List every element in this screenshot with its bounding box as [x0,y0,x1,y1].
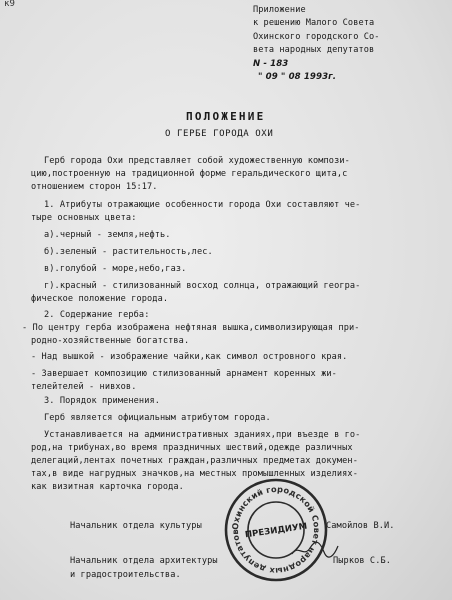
stamp-center-text: ПРЕЗИДИУМ [244,521,308,541]
official-seal [222,476,330,584]
corner-handwritten-mark: к9 [4,0,16,9]
body-line-19: Устанавливается на административных зданиях,при въезде в го- [44,430,361,440]
signature-name-culture: Самойлов В.И. [326,521,395,531]
stamp-ring-text: Охинский городской Совет народных депутатов [229,483,323,577]
body-line-11: 2. Содержание герба: [44,310,150,320]
body-line-1: Герб города Охи представляет собой художественную компози- [44,156,350,166]
body-line-8: в).голубой - море,небо,газ. [44,264,187,274]
body-line-22: тах,в виде нагрудных значков,на местных промышленных изделиях- [31,469,358,479]
body-line-13: родно-хозяйственные богатства. [31,336,190,346]
appendix-line-1: Приложение [253,5,306,15]
body-line-18: Герб является официальным атрибутом города. [44,413,271,423]
body-line-10: фическое положение города. [31,294,169,304]
body-line-9: г).красный - стилизованный восход солнца, отражающий геогра- [44,281,361,291]
appendix-line-2: к решению Малого Совета [253,18,375,28]
body-line-21: делегаций,лентах почетных граждан,различных предметах докумен- [31,456,358,466]
body-line-3: отношением сторон 15:17. [31,182,158,192]
body-line-14: - Над вышкой - изображение чайки,как символ островного края. [31,352,348,362]
decision-date: " 09 " 08 1993г. [258,72,337,82]
body-line-12: - По центру герба изображена нефтяная вышка,символизирующая при- [22,323,360,333]
decision-number: N - 183 [253,59,289,69]
appendix-line-3: Охинского городского Со- [253,32,380,42]
document-subtitle: О ГЕРБЕ ГОРОДА ОХИ [165,129,274,139]
appendix-line-4: вета народных депутатов [253,45,375,55]
document-title: ПОЛОЖЕНИЕ [186,110,266,123]
body-line-5: тыре основных цвета: [31,213,137,223]
body-line-20: род,на трибунах,во время праздничных шествий,одежде различных [31,443,353,453]
round-stamp-graphic [222,476,330,584]
body-line-7: б).зеленый - растительность,лес. [44,247,213,257]
signature-role-architecture-cont: и градостроительства. [70,570,181,580]
body-line-17: 3. Порядок применения. [44,396,161,406]
signature-role-architecture: Начальник отдела архитектуры [70,556,218,566]
body-line-23: как визитная карточка города. [31,482,184,492]
body-line-4: 1. Атрибуты отражающие особенности города Охи составляют че- [44,200,361,210]
signature-name-architecture: Пырков С.Б. [333,556,392,566]
signature-role-culture: Начальник отдела культуры [70,521,202,531]
body-line-6: а).черный - земля,нефть. [44,230,171,240]
body-line-16: телейтелей - нивхов. [31,382,137,392]
body-line-2: цию,построенную на традиционной форме геральдического щита,с [31,169,348,179]
body-line-15: - Завершает композицию стилизованный арнамент коренных жи- [31,369,337,379]
